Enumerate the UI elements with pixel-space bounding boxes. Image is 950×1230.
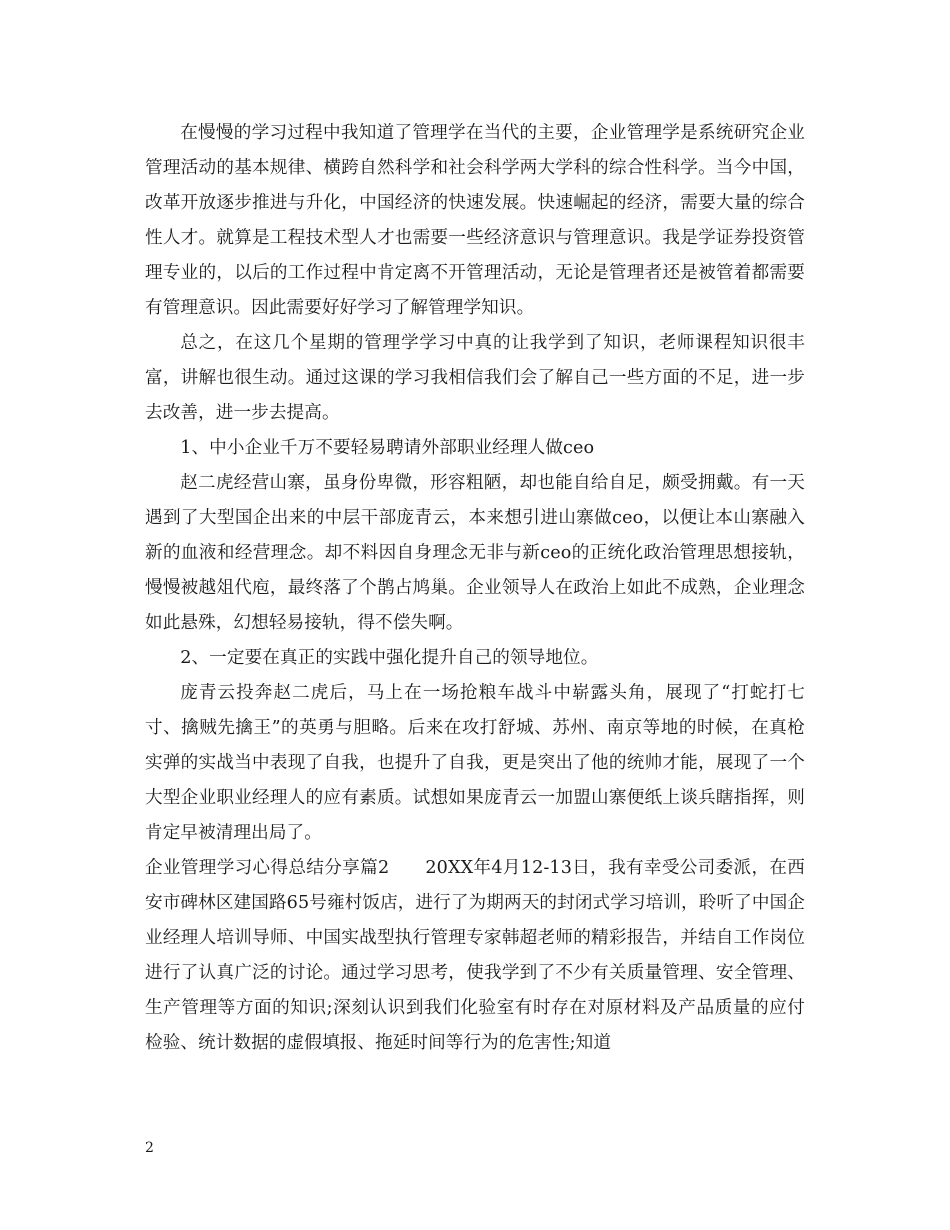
paragraph-zhao-erhu: 赵二虎经营山寨，虽身份卑微，形容粗陋，却也能自给自足，颇受拥戴。有一天遇到了大型国企出来的中层干部庞青云，本来想引进山寨做ceo，以便让本山寨融入新的血液和经营理念。却不料因自身理念无非与新ceo的正统化政治管理思想接轨，慢慢被越俎代庖，最终落了个鹊占鸠巢。企业领导人在政治上如此不成熟，企业理念如此悬殊，幻想轻易接轨，得不偿失啊。 [145, 473, 805, 633]
document-body [145, 116, 805, 1061]
heading-point-2: 2、一定要在真正的实践中强化提升自己的领导地位。 [180, 648, 599, 668]
heading-point-1: 1、中小企业千万不要轻易聘请外部职业经理人做ceo [180, 438, 595, 458]
page-number: 2 [145, 1140, 154, 1156]
paragraph-management-study: 在慢慢的学习过程中我知道了管理学在当代的主要，企业管理学是系统研究企业管理活动的基本规律、横跨自然科学和社会科学两大学科的综合性科学。当今中国，改革开放逐步推进与升化，中国经济的快速发展。快速崛起的经济，需要大量的综合性人才。就算是工程技术型人才也需要一些经济意识与管理意识。我是学证券投资管理专业的，以后的工作过程中肯定离不开管理活动，无论是管理者还是被管着都需要有管理意识。因此需要好好学习了解管理学知识。 [145, 123, 805, 318]
paragraph-article-2: 企业管理学习心得总结分享篇2 20XX年4月12-13日，我有幸受公司委派，在西安市碑林区建国路65号雍村饭店，进行了为期两天的封闭式学习培训，聆听了中国企业经理人培训导师、中国实战型执行管理专家韩超老师的精彩报告，并结自工作岗位进行了认真广泛的讨论。通过学习思考，使我学到了不少有关质量管理、安全管理、生产管理等方面的知识;深刻认识到我们化验室有时存在对原材料及产品质量的应付检验、统计数据的虚假填报、拖延时间等行为的危害性;知道 [145, 858, 805, 1053]
paragraph-conclusion: 总之，在这几个星期的管理学学习中真的让我学到了知识，老师课程知识很丰富，讲解也很生动。通过这课的学习我相信我们会了解自己一些方面的不足，进一步去改善，进一步去提高。 [145, 333, 805, 423]
paragraph-pang-qingyun: 庞青云投奔赵二虎后，马上在一场抢粮车战斗中崭露头角，展现了“打蛇打七寸、擒贼先擒王”的英勇与胆略。后来在攻打舒城、苏州、南京等地的时候，在真枪实弹的实战当中表现了自我，也提升了自我，更是突出了他的统帅才能，展现了一个大型企业职业经理人的应有素质。试想如果庞青云一加盟山寨便纸上谈兵瞎指挥，则肯定早被清理出局了。 [145, 683, 805, 843]
